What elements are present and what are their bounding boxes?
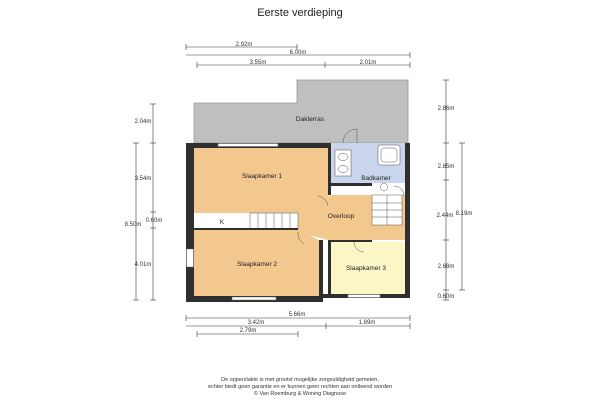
- dim-right-d: 2.68m: [437, 264, 455, 270]
- dim-top-b: 6.00m: [289, 50, 307, 56]
- footer-copyright: © Van Roemburg & Woning Diagnose: [253, 391, 347, 397]
- staircase-right: [372, 195, 402, 225]
- badkamer-label: Badkamer: [361, 175, 391, 182]
- slaapkamer-2-label: Slaapkamer 2: [236, 261, 278, 268]
- footer: [0, 377, 600, 398]
- footer-disclaimer-1: De oppervlakte is met grootst mogelijke zorgvuldigheid gemeten,: [221, 377, 379, 383]
- dim-top-c: 3.55m: [249, 60, 267, 66]
- k-label: K: [219, 219, 225, 226]
- dakterras: [194, 80, 408, 143]
- dim-left-a: 2.04m: [134, 119, 152, 125]
- dim-bottom-c: 1.89m: [358, 320, 376, 326]
- dim-left-b: 3.54m: [134, 176, 152, 182]
- dim-bottom-d: 2.79m: [239, 328, 257, 334]
- dim-right-a: 2.86m: [437, 106, 455, 112]
- slaapkamer-1-label: Slaapkamer 1: [241, 173, 283, 180]
- dim-left-d: 4.01m: [134, 262, 152, 268]
- dim-right-b: 2.85m: [437, 164, 455, 170]
- dimension-lines-top: [186, 44, 410, 68]
- dakterras-label: Dakterras: [295, 116, 325, 123]
- staircase-left: [250, 213, 298, 229]
- dim-bottom-a: 5.66m: [288, 312, 306, 318]
- dimension-lines-bottom: [186, 315, 410, 337]
- dim-right-c: 2.44m: [436, 213, 454, 219]
- dim-right-total: 8.19m: [455, 211, 473, 217]
- overloop-label: Overloop: [327, 213, 355, 220]
- dim-left-total: 8.50m: [124, 222, 142, 228]
- dim-right-e: 0.60m: [437, 294, 455, 300]
- slaapkamer-3-label: Slaapkamer 3: [345, 265, 387, 272]
- dim-top-a: 2.92m: [235, 42, 253, 48]
- plan-title: Eerste verdieping: [257, 7, 343, 19]
- dim-bottom-b: 3.42m: [247, 320, 265, 326]
- dim-top-d: 2.01m: [359, 60, 377, 66]
- dimension-lines-left: [133, 104, 156, 300]
- dim-left-c: 0.60m: [145, 218, 163, 224]
- footer-disclaimer-2: echter biedt geen garantie en er kunnen geen rechten aan ontleend worden: [207, 384, 393, 390]
- slaapkamer-1: [194, 147, 328, 213]
